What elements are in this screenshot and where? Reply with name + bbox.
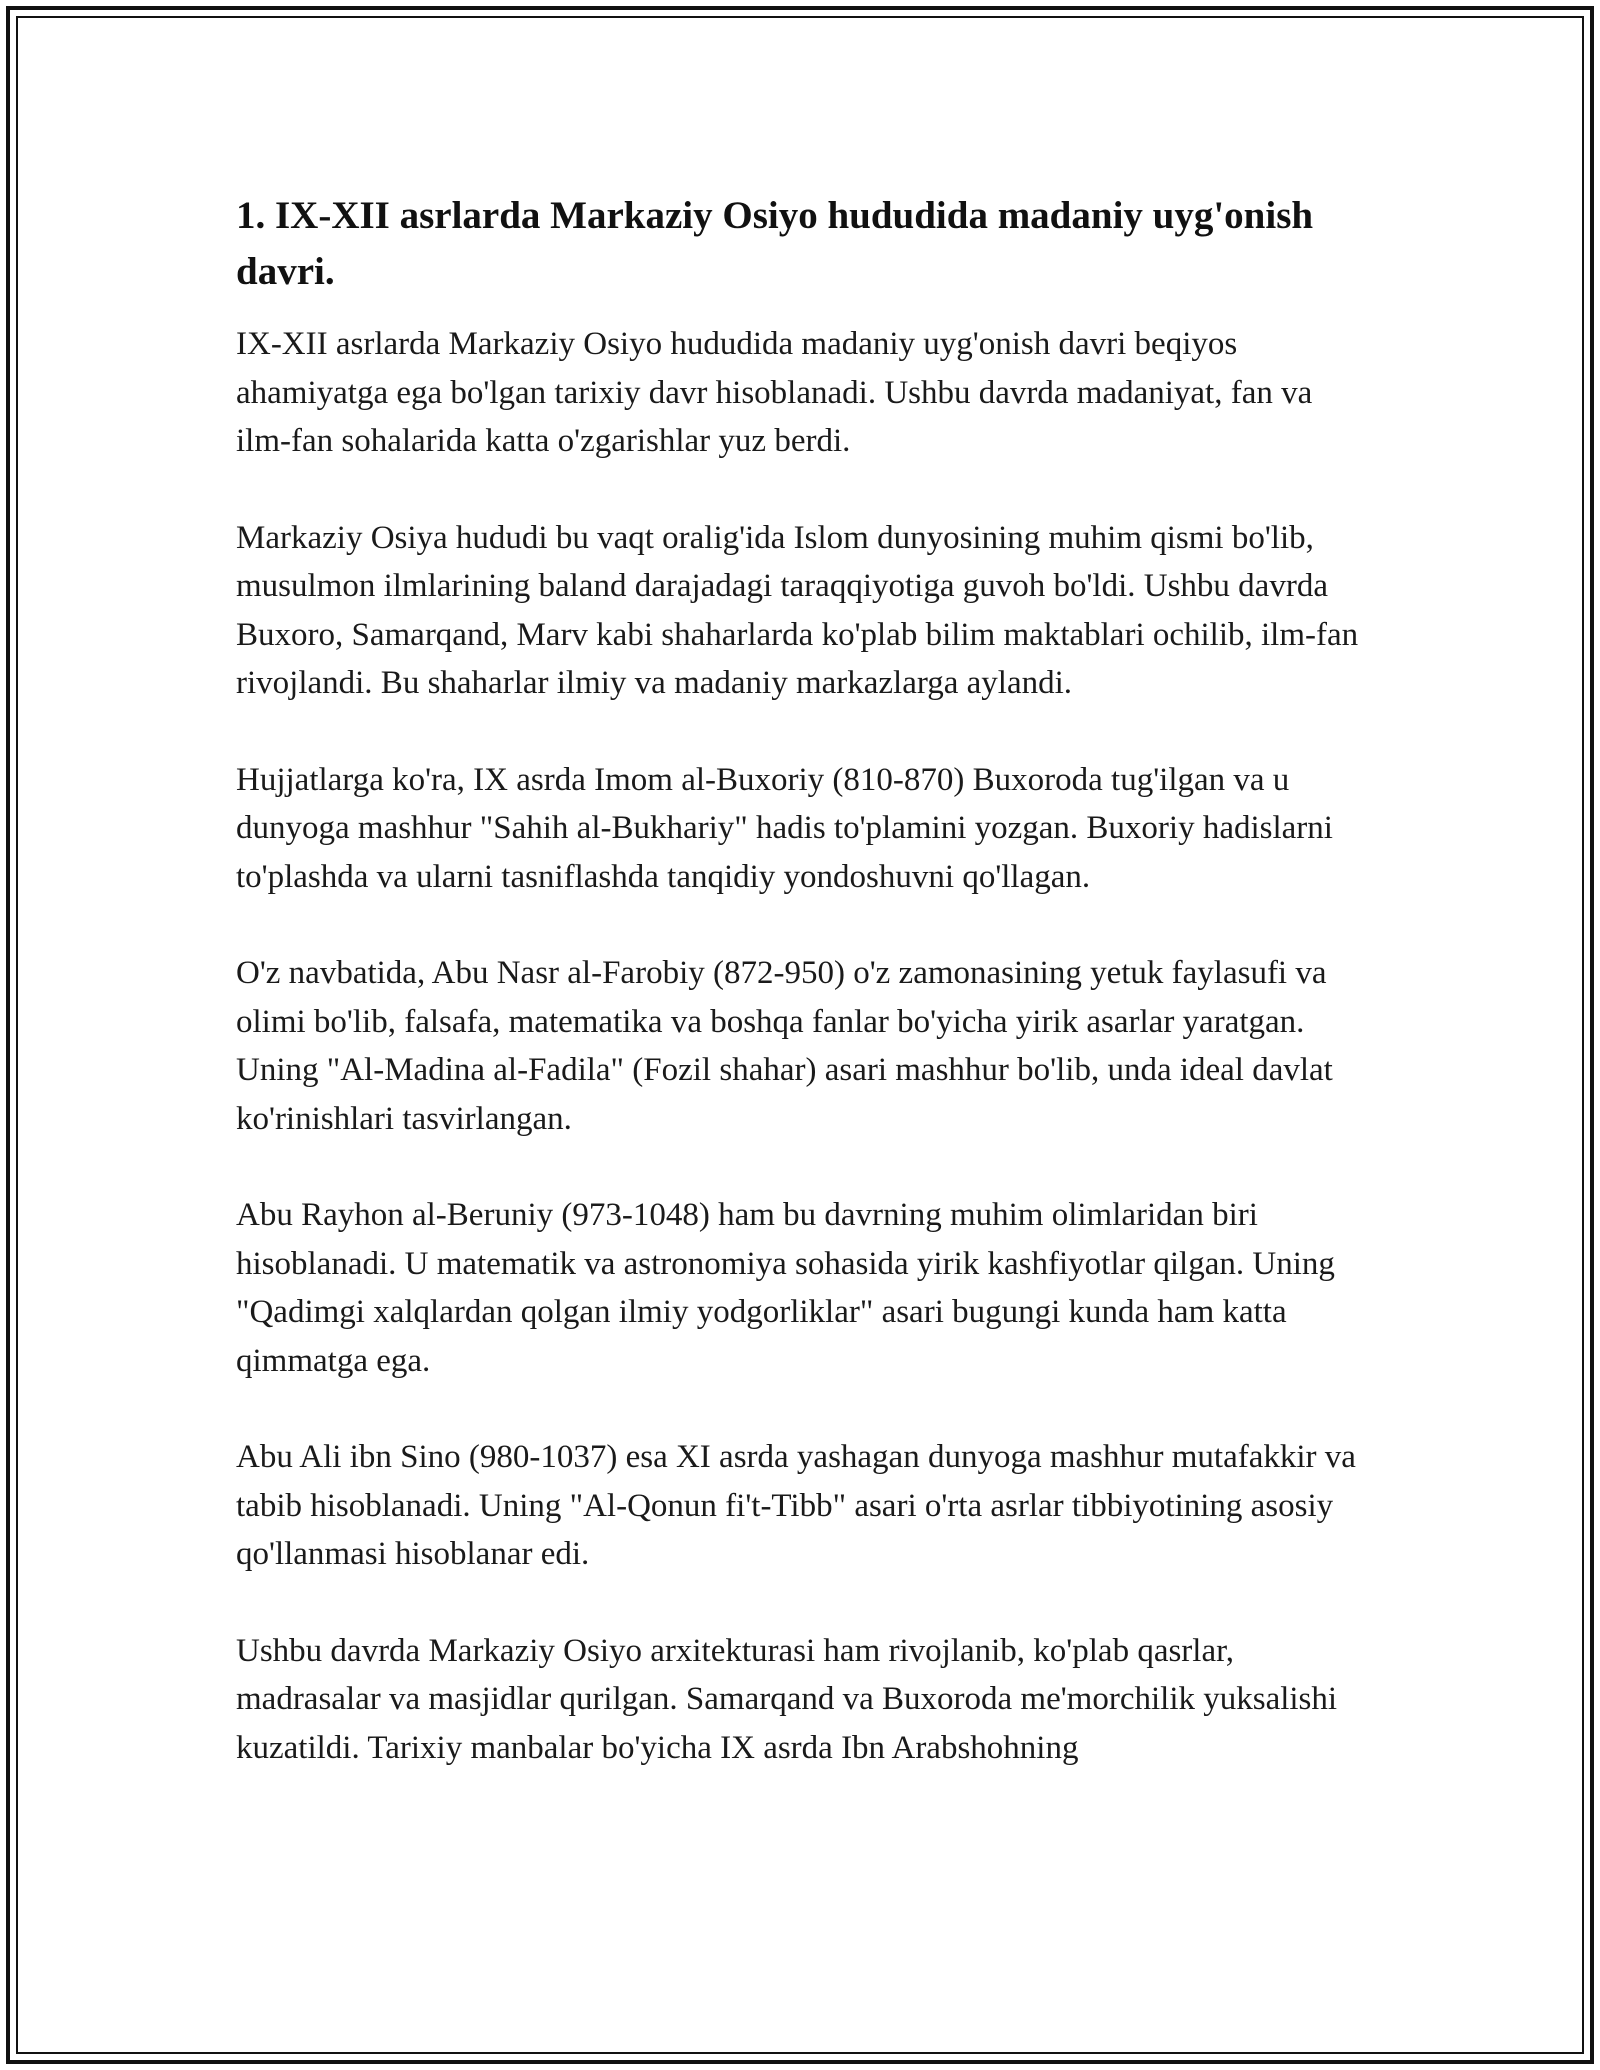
paragraph-islamic-world: Markaziy Osiya hududi bu vaqt oralig'ida Islom dunyosining muhim qismi bo'lib, musulmon ilmlarining baland darajadagi taraqqiyotiga guvoh bo'ldi. Ushbu davrda Buxoro, Samarqand, Marv kabi shaharlarda ko'plab bilim maktablari ochilib, ilm-fan rivojlandi. Bu shaharlar ilmiy va madaniy markazlarga aylandi.	[236, 519, 1359, 701]
paragraph-ibn-sino: Abu Ali ibn Sino (980-1037) esa XI asrda yashagan dunyoga mashhur mutafakkir va tabib hisoblanadi. Uning "Al-Qonun fi't-Tibb" asari o'rta asrlar tibbiyotining asosiy qo'llanmasi hisoblanar edi.	[236, 1439, 1356, 1572]
paragraph-architecture: Ushbu davrda Markaziy Osiyo arxitekturasi ham rivojlanib, ko'plab qasrlar, madrasalar va masjidlar qurilgan. Samarqand va Buxoroda me'morchilik yuksalishi kuzatildi. Tarixiy manbalar bo'yicha IX asrda Ibn Arabshohning	[236, 1632, 1338, 1766]
paragraph-intro: IX-XII asrlarda Markaziy Osiyo hududida madaniy uyg'onish davri beqiyos ahamiyatga ega bo'lgan tarixiy davr hisoblanadi. Ushbu davrda madaniyat, fan va ilm-fan sohalarida katta o'zgarishlar yuz berdi.	[236, 326, 1313, 459]
paragraph-al-buxoriy: Hujjatlarga ko'ra, IX asrda Imom al-Buxoriy (810-870) Buxoroda tug'ilgan va u dunyoga mashhur "Sahih al-Bukhariy" hadis to'plamini yozgan. Buxoriy hadislarni to'plashda va ularni tasniflashda tanqidiy yondoshuvni qo'llagan.	[236, 761, 1333, 895]
document-body	[236, 188, 1366, 1820]
section-heading: 1. IX-XII asrlarda Markaziy Osiyo hududida madaniy uyg'onish davri.	[236, 194, 1314, 293]
paragraph-al-farobiy: O'z navbatida, Abu Nasr al-Farobiy (872-950) o'z zamonasining yetuk faylasufi va olimi bo'lib, falsafa, matematika va boshqa fanlar bo'yicha yirik asarlar yaratgan. Uning "Al-Madina al-Fadila" (Fozil shahar) asari mashhur bo'lib, unda ideal davlat ko'rinishlari tasvirlangan.	[236, 955, 1333, 1137]
paragraph-al-beruniy: Abu Rayhon al-Beruniy (973-1048) ham bu davrning muhim olimlaridan biri hisoblanadi. U matematik va astronomiya sohasida yirik kashfiyotlar qilgan. Uning "Qadimgi xalqlardan qolgan ilmiy yodgorliklar" asari bugungi kunda ham katta qimmatga ega.	[236, 1197, 1335, 1379]
